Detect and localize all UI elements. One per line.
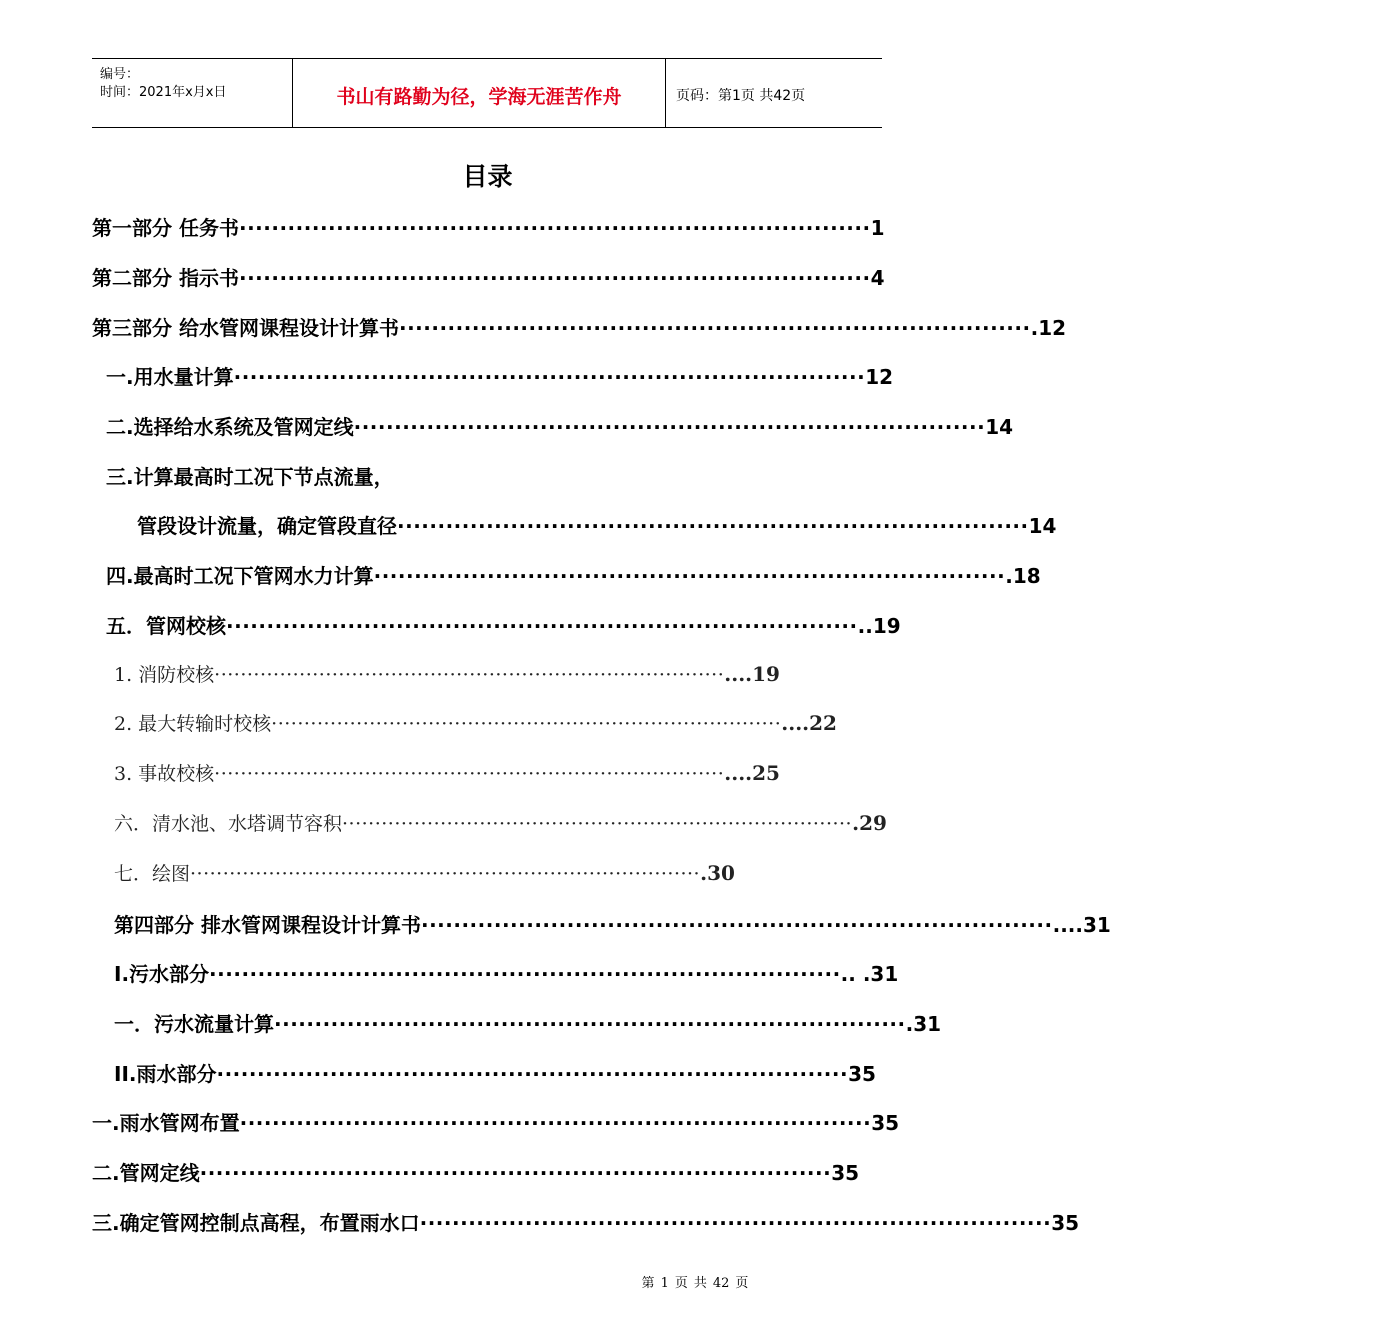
toc-entry-text: 管段设计流量，确定管段直径: [137, 514, 397, 538]
toc-entry-text: 一.雨水管网布置: [92, 1111, 240, 1135]
toc-leader-dots: ··············································································: [238, 216, 871, 240]
toc-entry-text: 二.管网定线: [92, 1161, 200, 1185]
toc-page-number: .12: [1030, 316, 1067, 340]
toc-entry-text: 四.最高时工况下管网水力计算: [106, 564, 374, 588]
toc-page-number: .18: [1005, 564, 1041, 588]
toc-page-number: .. .31: [840, 962, 899, 986]
toc-entry-text: 五．管网校核: [106, 614, 226, 638]
footer-total-pages: 42: [712, 1276, 730, 1291]
toc-page-number: 12: [865, 365, 894, 389]
toc-title: 目录: [462, 162, 513, 191]
document-time-label: 时间：2021年x月x日: [100, 85, 227, 100]
toc-entry-text: 一．污水流量计算: [114, 1012, 274, 1036]
toc-entry[interactable]: [106, 560, 1041, 588]
toc-leader-dots: ··············································································: [209, 962, 841, 986]
toc-entry[interactable]: [92, 1207, 1080, 1235]
toc-page-number: 1: [870, 216, 885, 240]
toc-page-number: ..19: [857, 614, 901, 638]
footer-ye-end: 页: [735, 1276, 749, 1291]
toc-leader-dots: ··············································································: [239, 1111, 872, 1135]
toc-page-number: 35: [1051, 1211, 1080, 1235]
toc-entry-text: 第一部分 任务书: [92, 216, 239, 240]
toc-page-number: .29: [852, 811, 887, 835]
document-number-label: 编号：: [100, 67, 140, 82]
toc-page-number: ....31: [1052, 913, 1111, 937]
toc-leader-dots: ··············································································: [214, 664, 725, 686]
toc-entry-text: 六．清水池、水塔调节容积: [114, 813, 343, 835]
toc-page-number: 4: [870, 266, 885, 290]
toc-leader-dots: ··············································································: [398, 316, 1031, 340]
toc-entry-text: 1. 消防校核: [114, 664, 215, 686]
toc-entry-text: 二.选择给水系统及管网定线: [106, 415, 354, 439]
toc-entry-text: 3. 事故校核: [114, 763, 215, 785]
toc-entry-text: II.雨水部分: [114, 1062, 217, 1086]
toc-entry[interactable]: [92, 1107, 900, 1135]
footer-gong: 共: [693, 1276, 707, 1291]
toc-leader-dots: ··············································································: [214, 763, 725, 785]
toc-entry[interactable]: [114, 709, 837, 737]
toc-page-number: ....22: [781, 711, 837, 735]
toc-leader-dots: ··············································································: [419, 1211, 1052, 1235]
toc-entry[interactable]: [92, 312, 1067, 340]
toc-page-number: ....25: [724, 761, 780, 785]
toc-entry-text: 第三部分 给水管网课程设计计算书: [92, 316, 399, 340]
toc-entry[interactable]: [114, 759, 780, 787]
toc-entry[interactable]: [106, 461, 714, 489]
toc-entry-text: 第二部分 指示书: [92, 266, 239, 290]
toc-entry[interactable]: [92, 262, 885, 290]
toc-entry[interactable]: [106, 610, 901, 638]
toc-entry-text: 三.确定管网控制点高程，布置雨水口: [92, 1211, 420, 1235]
toc-entry-text: 七．绘图: [114, 863, 191, 885]
toc-leader-dots: ··············································································: [199, 1161, 832, 1185]
header-slogan: 书山有路勤为径，学海无涯苦作舟: [336, 86, 622, 108]
toc-entry[interactable]: [92, 1157, 860, 1185]
footer-ye: 页: [674, 1276, 688, 1291]
toc-entry[interactable]: [114, 958, 899, 986]
toc-entry[interactable]: [114, 1058, 876, 1086]
toc-leader-dots: ··············································································: [342, 813, 853, 835]
toc-entry[interactable]: [137, 510, 1057, 538]
toc-leader-dots: ··············································································: [397, 514, 1029, 538]
toc-page-number: .30: [700, 861, 735, 885]
toc-entry[interactable]: [114, 1008, 942, 1036]
toc-leader-dots: ··············································································: [420, 913, 1053, 937]
toc-leader-dots: ··············································································: [271, 713, 782, 735]
footer-di: 第: [641, 1276, 655, 1291]
toc-page-number: 35: [871, 1111, 900, 1135]
toc-entry[interactable]: [114, 809, 887, 837]
toc-page-number: 14: [1028, 514, 1057, 538]
toc-entry[interactable]: [114, 909, 1111, 937]
toc-page-number: 35: [848, 1062, 876, 1086]
toc-entry[interactable]: [114, 660, 780, 688]
toc-leader-dots: ··············································································: [238, 266, 871, 290]
toc-page-number: ....19: [724, 662, 780, 686]
toc-entry[interactable]: [114, 859, 735, 887]
toc-leader-dots: ··············································································: [216, 1062, 849, 1086]
toc-entry[interactable]: [92, 212, 885, 240]
toc-entry-text: I.污水部分: [114, 962, 210, 986]
toc-entry-text: 2. 最大转输时校核: [114, 713, 272, 735]
toc-page-number: .31: [905, 1012, 942, 1036]
page-footer: [0, 1272, 1390, 1291]
toc-leader-dots: ··············································································: [353, 415, 986, 439]
toc-leader-dots: ··············································································: [373, 564, 1006, 588]
toc-leader-dots: ··············································································: [274, 1012, 906, 1036]
toc-leader-dots: ··············································································: [190, 863, 701, 885]
toc-leader-dots: ··············································································: [226, 614, 858, 638]
toc-entry-text: 一.用水量计算: [106, 365, 234, 389]
toc-entry[interactable]: [106, 361, 894, 389]
toc-page-number: 14: [985, 415, 1014, 439]
toc-entry-text: 三.计算最高时工况下节点流量，: [106, 465, 394, 489]
footer-page-number: 1: [660, 1276, 669, 1291]
toc-entry-text: 第四部分 排水管网课程设计计算书: [114, 913, 421, 937]
toc-entry[interactable]: [106, 411, 1014, 439]
toc-page-number: 35: [831, 1161, 860, 1185]
toc-leader-dots: ··············································································: [233, 365, 866, 389]
header-page-info: 页码：第1页 共42页: [676, 88, 806, 104]
